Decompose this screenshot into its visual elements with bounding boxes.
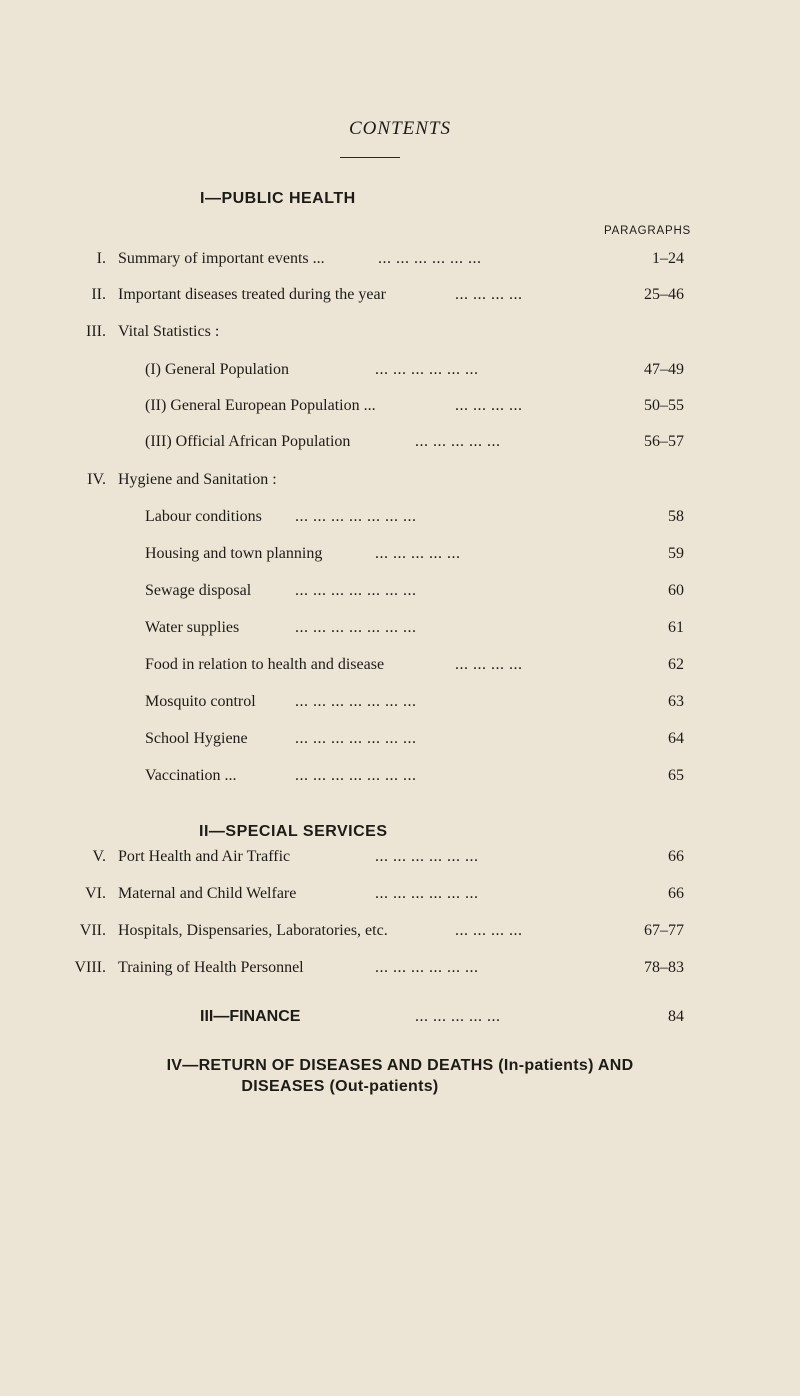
entry-paragraphs: 67–77 [644,922,684,939]
entry-paragraphs: 60 [668,582,684,599]
toc-entry-finance[interactable] [0,1008,800,1030]
leader-dots: ... ... ... ... ... ... [375,959,479,976]
toc-entry[interactable] [0,959,800,981]
entry-label: (III) Official African Population [145,433,351,450]
toc-entry[interactable] [0,922,800,944]
title-rule [340,157,400,158]
entry-number: V. [92,848,106,865]
toc-entry[interactable] [0,361,800,383]
entry-paragraphs: 25–46 [644,286,684,303]
entry-number: I. [96,250,106,267]
entry-number: VIII. [74,959,106,976]
entry-label: Food in relation to health and disease [145,656,385,673]
entry-label: Labour conditions [145,508,262,525]
entry-number: VII. [79,922,106,939]
leader-dots: ... ... ... ... ... ... ... [295,730,417,747]
entry-label: Vaccination ... [145,767,237,784]
leader-dots: ... ... ... ... ... ... ... [295,619,417,636]
toc-entry[interactable] [0,582,800,604]
entry-paragraphs: 62 [668,656,684,673]
section-heading-finance: III—FINANCE [200,1008,301,1025]
entry-label: Housing and town planning [145,545,323,562]
toc-entry[interactable] [0,656,800,678]
toc-entry[interactable] [0,323,800,345]
entry-paragraphs: 66 [668,885,684,902]
entry-paragraphs: 58 [668,508,684,525]
entry-paragraphs: 61 [668,619,684,636]
toc-entry[interactable] [0,730,800,752]
leader-dots: ... ... ... ... [455,397,523,414]
entry-label: (I) General Population [145,361,289,378]
leader-dots: ... ... ... ... ... ... ... [295,582,417,599]
leader-dots: ... ... ... ... [455,286,523,303]
toc-entry[interactable] [0,545,800,567]
entry-paragraphs: 63 [668,693,684,710]
entry-label: Hygiene and Sanitation : [118,471,277,488]
leader-dots: ... ... ... ... ... ... [375,361,479,378]
entry-paragraphs: 64 [668,730,684,747]
toc-entry[interactable] [0,250,800,272]
entry-label: Port Health and Air Traffic [118,848,291,865]
entry-label: (II) General European Population ... [145,397,376,414]
toc-entry[interactable] [0,433,800,455]
entry-label: Hospitals, Dispensaries, Laboratories, etc. [118,922,388,939]
entry-number: VI. [85,885,106,902]
leader-dots: ... ... ... ... [455,656,523,673]
entry-number: III. [86,323,106,340]
entry-paragraphs: 1–24 [652,250,684,267]
entry-paragraphs: 66 [668,848,684,865]
toc-entry[interactable] [0,471,800,493]
toc-entry[interactable] [0,619,800,641]
toc-entry[interactable] [0,767,800,789]
entry-label: School Hygiene [145,730,248,747]
section-heading-return-of-diseases [0,1055,800,1097]
toc-entry[interactable] [0,885,800,907]
entry-label: Water supplies [145,619,240,636]
leader-dots: ... ... ... ... ... [415,433,501,450]
leader-dots: ... ... ... ... ... ... ... [295,693,417,710]
toc-entry[interactable] [0,848,800,870]
leader-dots: ... ... ... ... ... ... ... [295,508,417,525]
section-heading-public-health: I—PUBLIC HEALTH [200,190,356,207]
leader-dots: ... ... ... ... [455,922,523,939]
entry-paragraphs: 59 [668,545,684,562]
heading-line: DISEASES (Out-patients) [241,1078,439,1095]
leader-dots: ... ... ... ... ... ... [375,885,479,902]
entry-paragraphs: 50–55 [644,397,684,414]
entry-label: Important diseases treated during the year [118,286,386,303]
entry-paragraphs: 47–49 [644,361,684,378]
toc-entry[interactable] [0,693,800,715]
entry-label: Summary of important events ... [118,250,325,267]
entry-label: Vital Statistics : [118,323,220,340]
toc-entry[interactable] [0,286,800,308]
entry-paragraphs: 65 [668,767,684,784]
page-title: CONTENTS [349,118,451,139]
entry-label: Training of Health Personnel [118,959,304,976]
entry-label: Sewage disposal [145,582,252,599]
entry-number: IV. [87,471,106,488]
entry-paragraphs: 84 [668,1008,684,1025]
leader-dots: ... ... ... ... ... [415,1008,501,1025]
entry-number: II. [91,286,106,303]
leader-dots: ... ... ... ... ... ... [378,250,482,267]
section-heading-special-services: II—SPECIAL SERVICES [199,823,388,840]
entry-label: Mosquito control [145,693,256,710]
leader-dots: ... ... ... ... ... ... ... [295,767,417,784]
entry-paragraphs: 78–83 [644,959,684,976]
leader-dots: ... ... ... ... ... ... [375,848,479,865]
paragraphs-column-header: PARAGRAPHS [604,225,692,237]
toc-entry[interactable] [0,397,800,419]
entry-label: Maternal and Child Welfare [118,885,297,902]
entry-paragraphs: 56–57 [644,433,684,450]
heading-line: IV—RETURN OF DISEASES AND DEATHS (In-patients) AND [166,1057,634,1074]
toc-entry[interactable] [0,508,800,530]
leader-dots: ... ... ... ... ... [375,545,461,562]
